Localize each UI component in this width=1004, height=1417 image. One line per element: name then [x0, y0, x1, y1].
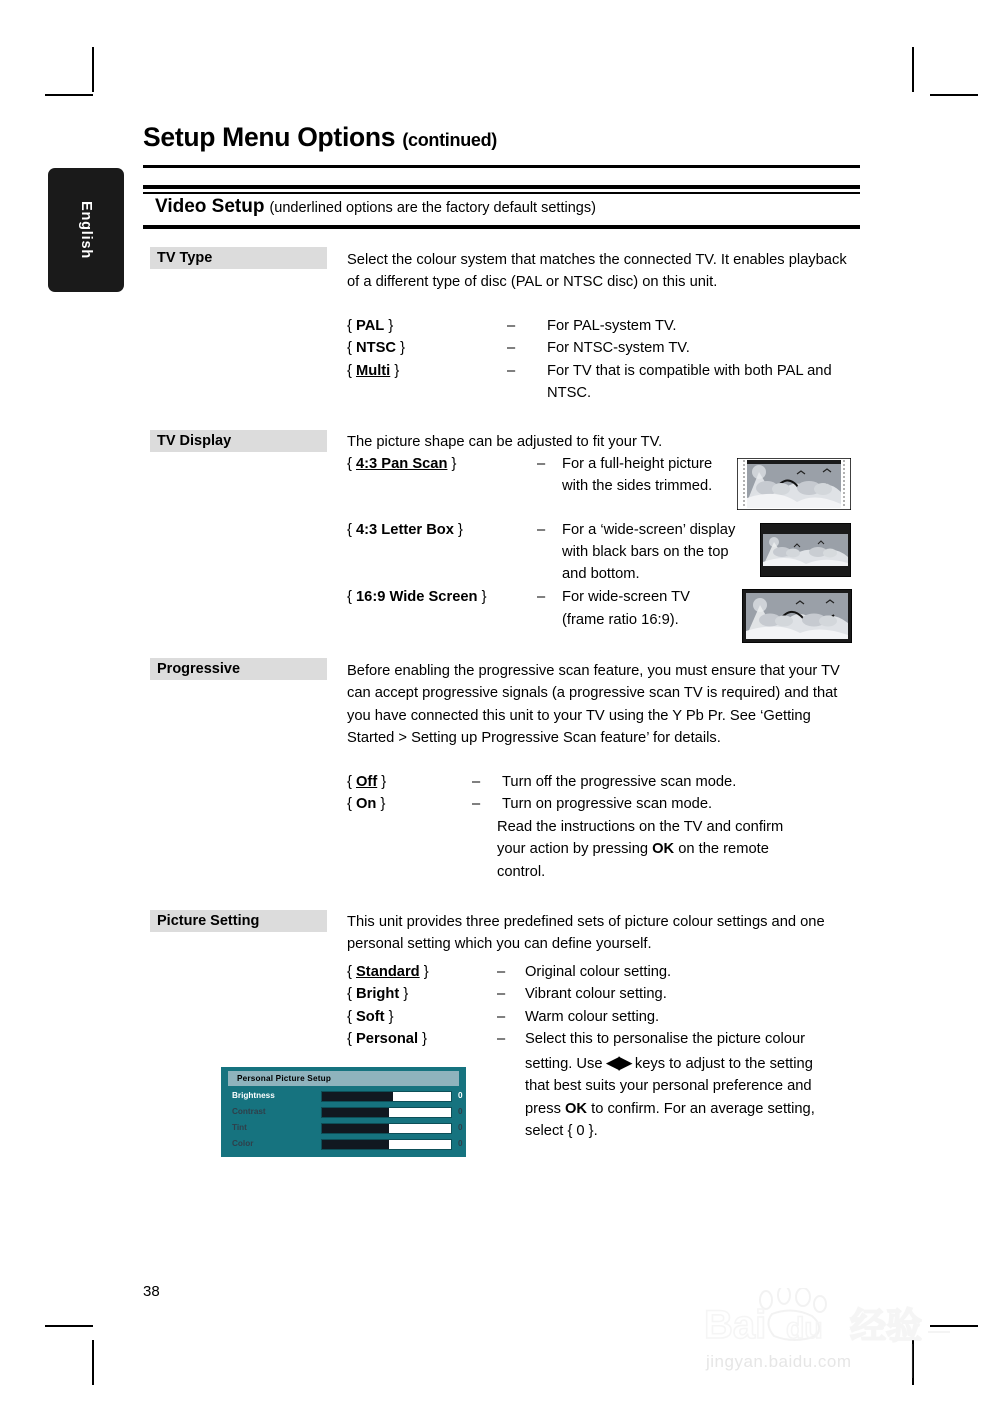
page-title [143, 122, 497, 153]
pan-scan-thumbnail [737, 458, 851, 510]
setting-name: Contrast [232, 1107, 266, 1116]
option-desc: For TV that is compatible with both PAL and NTSC. [547, 362, 832, 401]
progressive-extra-text [497, 816, 867, 883]
option-desc: Turn off the progressive scan mode. [502, 774, 737, 790]
title-rule [143, 165, 860, 168]
setting-value: 0 [458, 1107, 463, 1116]
personal-picture-setup-panel [221, 1067, 466, 1157]
personal-extra-line-4 [525, 1098, 870, 1120]
option-desc: For NTSC-system TV. [547, 340, 690, 357]
setting-slider-fill [322, 1124, 389, 1133]
option-desc: For wide-screen TV (frame ratio 16:9). [562, 589, 690, 628]
page-number: 38 [143, 1283, 160, 1300]
option-dash: – [497, 964, 506, 980]
left-right-arrow-icon: ◀▶ [606, 1053, 631, 1072]
option-key: { Bright } [347, 986, 409, 1003]
crop-mark-top-left-horizontal [45, 94, 93, 96]
personal-extra-line-5: select { 0 }. [525, 1122, 598, 1139]
letter-box-thumbnail [760, 523, 851, 577]
entry-intro-picture-setting: This unit provides three predefined sets of picture colour settings and one personal setting which you can define yourself. [347, 914, 825, 953]
option-dash: – [507, 362, 516, 379]
option-key: { Off } [347, 774, 387, 790]
entry-intro-progressive: Before enabling the progressive scan feature, you must ensure that your TV can accept progressive signals (a progressive scan TV is required) and that you have connected this unit to your TV using the Y Pb Pr. See ‘Getting Started > Setting up Progressive Scan feature’ for details. [347, 663, 840, 746]
option-key: { 4:3 Letter Box } [347, 521, 463, 538]
option-dash: – [507, 340, 516, 357]
option-dash: – [537, 589, 546, 606]
crop-mark-bottom-left-horizontal [45, 1325, 93, 1327]
option-key: { PAL } [347, 318, 394, 334]
option-row [347, 793, 859, 815]
language-tab-label: English [78, 201, 94, 259]
option-row [347, 360, 859, 405]
option-key: { Standard } [347, 964, 429, 980]
setting-name: Brightness [232, 1091, 275, 1100]
personal-extra-line-2 [525, 1052, 870, 1075]
svg-text:经验: 经验 [850, 1306, 923, 1347]
page-title-continued: (continued) [402, 130, 497, 150]
setting-slider[interactable] [321, 1139, 452, 1150]
ok-key-label: OK [652, 841, 675, 858]
setting-slider-fill [322, 1140, 389, 1149]
option-row [347, 961, 859, 983]
option-row [347, 1006, 859, 1028]
option-desc: Vibrant colour setting. [525, 986, 667, 1003]
entry-options-picture-setting [347, 961, 859, 1050]
setting-slider-fill [322, 1108, 389, 1117]
option-row [347, 1028, 859, 1050]
setting-name: Color [232, 1139, 254, 1148]
option-desc: Warm colour setting. [525, 1008, 660, 1025]
option-row [347, 771, 859, 793]
option-row [347, 337, 859, 359]
setting-slider[interactable] [321, 1107, 452, 1118]
personal-line-4a: press [525, 1100, 565, 1117]
page-title-text: Setup Menu Options [143, 122, 396, 152]
personal-line-2a: setting. Use [525, 1056, 607, 1072]
crop-mark-top-right-horizontal [930, 94, 978, 96]
setting-slider-fill [322, 1092, 393, 1101]
entry-label-tv-type: TV Type [150, 247, 327, 269]
section-rule-top-thin [143, 192, 860, 194]
option-dash: – [497, 1030, 506, 1047]
option-key: { NTSC } [347, 340, 405, 357]
option-key: { Soft } [347, 1008, 394, 1025]
option-dash: – [537, 456, 546, 472]
section-heading-name: Video Setup [155, 196, 265, 217]
personal-line-2c: keys to adjust to the setting [630, 1056, 813, 1072]
section-rule-bottom [143, 225, 860, 229]
personal-extra-line-3: that best suits your personal preference and [525, 1078, 812, 1095]
option-dash: – [497, 1008, 506, 1025]
section-heading-note: (underlined options are the factory default settings) [269, 200, 596, 216]
language-tab [48, 168, 124, 292]
option-desc: Turn on progressive scan mode. [502, 796, 713, 813]
option-dash: – [537, 521, 546, 538]
svg-text:du: du [786, 1312, 823, 1345]
ok-key-label: OK [565, 1100, 588, 1117]
crop-mark-bottom-left-vertical [92, 1340, 94, 1385]
crop-mark-top-left-vertical [92, 47, 94, 92]
entry-intro-tv-display: The picture shape can be adjusted to fit your TV. [347, 434, 663, 450]
setting-name: Tint [232, 1123, 247, 1132]
option-key: { 16:9 Wide Screen } [347, 589, 487, 606]
setting-value: 0 [458, 1091, 463, 1100]
personal-picture-setup-title: Personal Picture Setup [228, 1071, 459, 1086]
progressive-extra-line-2a: your action by pressing [497, 841, 653, 858]
entry-options-tv-display [347, 453, 747, 631]
svg-text:Bai: Bai [704, 1303, 767, 1347]
personal-extra-text [525, 1052, 870, 1142]
crop-mark-top-right-vertical [912, 47, 914, 92]
progressive-extra-line-3: control. [497, 863, 546, 880]
option-desc: For PAL-system TV. [547, 318, 677, 334]
progressive-extra-line-2 [497, 838, 867, 860]
option-desc: Select this to personalise the picture colour [525, 1030, 806, 1047]
option-dash: – [472, 796, 481, 813]
progressive-extra-line-2c: on the remote [674, 841, 769, 858]
setting-value: 0 [458, 1123, 463, 1132]
baidu-watermark-sub: jingyan.baidu.com [706, 1352, 852, 1371]
option-desc: Original colour setting. [525, 964, 672, 980]
personal-line-4c: to confirm. For an average setting, [587, 1100, 815, 1117]
option-dash: – [507, 318, 516, 334]
section-heading [155, 196, 596, 218]
entry-intro-tv-type: Select the colour system that matches the connected TV. It enables playback of a different type of disc (PAL or NTSC disc) on this unit. [347, 252, 847, 291]
setting-slider[interactable] [321, 1091, 452, 1102]
entry-label-tv-display: TV Display [150, 430, 327, 452]
entry-label-picture-setting: Picture Setting [150, 910, 327, 932]
option-key: { On } [347, 796, 386, 813]
option-key: { Personal } [347, 1030, 428, 1047]
option-row [347, 519, 747, 586]
section-rule-top-thick [143, 185, 860, 189]
progressive-extra-line-1: Read the instructions on the TV and confirm [497, 819, 784, 835]
wide-screen-thumbnail [742, 589, 852, 643]
option-dash: – [472, 774, 481, 790]
entry-options-tv-type [347, 315, 859, 404]
option-row [347, 315, 859, 337]
entry-label-progressive: Progressive [150, 658, 327, 680]
option-row [347, 983, 859, 1005]
setting-value: 0 [458, 1139, 463, 1148]
entry-options-progressive [347, 771, 859, 816]
setting-slider[interactable] [321, 1123, 452, 1134]
option-row [347, 453, 747, 498]
option-dash: – [497, 986, 506, 1003]
option-desc: For a full-height picture with the sides trimmed. [562, 456, 713, 495]
option-desc: For a ‘wide-screen’ display with black bars on the top and bottom. [562, 521, 736, 583]
option-key: { 4:3 Pan Scan } [347, 456, 457, 472]
option-key: { Multi } [347, 362, 400, 379]
option-row [347, 586, 747, 631]
